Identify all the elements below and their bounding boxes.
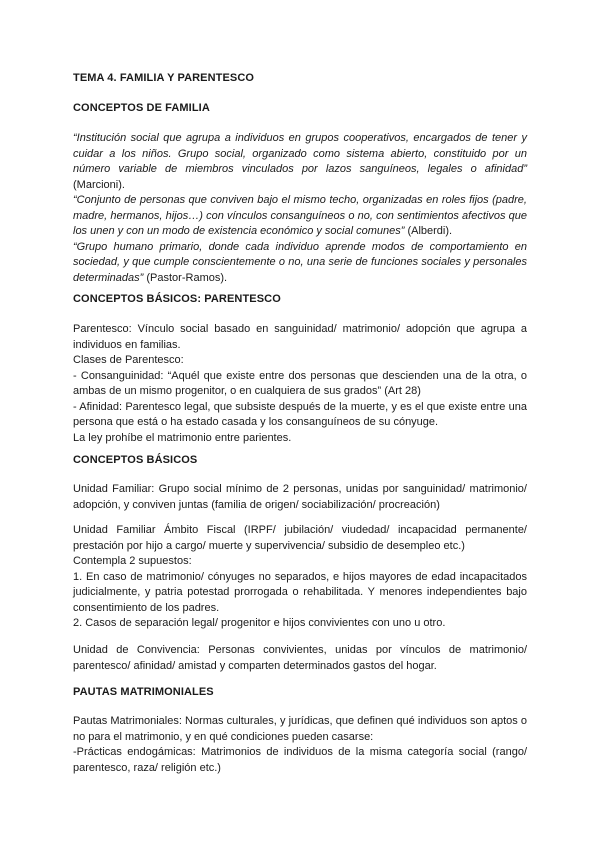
supuesto-1: 1. En caso de matrimonio/ cónyuges no separados, e hijos mayores de edad incapacitados judicialmente, y patria potestad prorrogada o rehabilitada. Y menores independientes bajo consentimiento de los padres. [73, 570, 527, 614]
parentesco-body [73, 322, 527, 446]
heading-conceptos-basicos: CONCEPTOS BÁSICOS [73, 454, 198, 466]
family-definitions [73, 131, 527, 286]
quote-text: “Institución social que agrupa a individuos en grupos cooperativos, encargados de tener y cuidar a los niños. Grupo social, organizado como sistema abierto, constituido por un número variable de miembros vinculados por lazos sanguíneos, legales o afinidad” [73, 132, 527, 175]
document-title: TEMA 4. FAMILIA Y PARENTESCO [73, 72, 255, 84]
parentesco-definition: Parentesco: Vínculo social basado en sanguinidad/ matrimonio/ adopción que agrupa a individuos en familias. [73, 323, 527, 351]
quote-text: “Conjunto de personas que conviven bajo el mismo techo, organizadas en roles fijos (padre, madre, hermanos, hijos…) con vínculos consanguíneos o no, con sentimientos afectivos que los unen y con un modo de existencia económico y social comunes” [73, 194, 527, 237]
parentesco-afinidad: - Afinidad: Parentesco legal, que subsiste después de la muerte, y es el que existe entre una persona que está o ha estado casada y los consanguíneos de su cónyuge. [73, 400, 527, 428]
heading-parentesco: CONCEPTOS BÁSICOS: PARENTESCO [73, 293, 281, 305]
quote-author: (Alberdi). [404, 225, 453, 237]
unidad-familiar: Unidad Familiar: Grupo social mínimo de 2 personas, unidas por sanguinidad/ matrimonio/ adopción, y conviven juntas (familia de origen/ sociabilización/ procreación) [73, 483, 527, 511]
heading-pautas-matrimoniales: PAUTAS MATRIMONIALES [73, 686, 214, 698]
ambito-fiscal: Unidad Familiar Ámbito Fiscal (IRPF/ jubilación/ viudedad/ incapacidad permanente/ prestación por hijo a cargo/ muerte y supervivencia/ subsidio de desempleo etc.) [73, 524, 527, 552]
definition-pastor-ramos [73, 240, 527, 287]
pautas-definition: Pautas Matrimoniales: Normas culturales, y jurídicas, que definen qué individuos son aptos o no para el matrimonio, y en qué condiciones pueden casarse: [73, 715, 527, 743]
supuesto-2: 2. Casos de separación legal/ progenitor e hijos convivientes con uno u otro. [73, 617, 446, 629]
pautas-body [73, 714, 527, 776]
parentesco-ley: La ley prohíbe el matrimonio entre parientes. [73, 431, 292, 444]
contempla-supuestos: Contempla 2 supuestos: [73, 555, 192, 567]
ambito-fiscal-block [73, 523, 527, 632]
definition-marcioni [73, 131, 527, 193]
practicas-endogamicas: -Prácticas endogámicas: Matrimonios de individuos de la misma categoría social (rango/ parentesco, raza/ religión etc.) [73, 746, 527, 774]
unidad-convivencia: Unidad de Convivencia: Personas convivientes, unidas por vínculos de matrimonio/ parentesco/ afinidad/ amistad y comparten determinados gastos del hogar. [73, 644, 527, 672]
quote-author: (Pastor-Ramos). [143, 271, 228, 284]
parentesco-consanguinidad: - Consanguinidad: “Aquél que existe entre dos personas que descienden una de la otra, o ambas de un mismo progenitor, o en cualquiera de sus grados” (Art 28) [73, 369, 527, 397]
quote-text: “Grupo humano primario, donde cada individuo aprende modos de comportamiento en sociedad, y que cumple conscientemente o no, una serie de funciones sociales y personales determinadas” [73, 240, 527, 284]
parentesco-clases: Clases de Parentesco: [73, 354, 184, 366]
quote-author: (Marcioni). [73, 178, 125, 191]
heading-conceptos-familia: CONCEPTOS DE FAMILIA [73, 102, 210, 114]
definition-alberdi [73, 193, 527, 240]
